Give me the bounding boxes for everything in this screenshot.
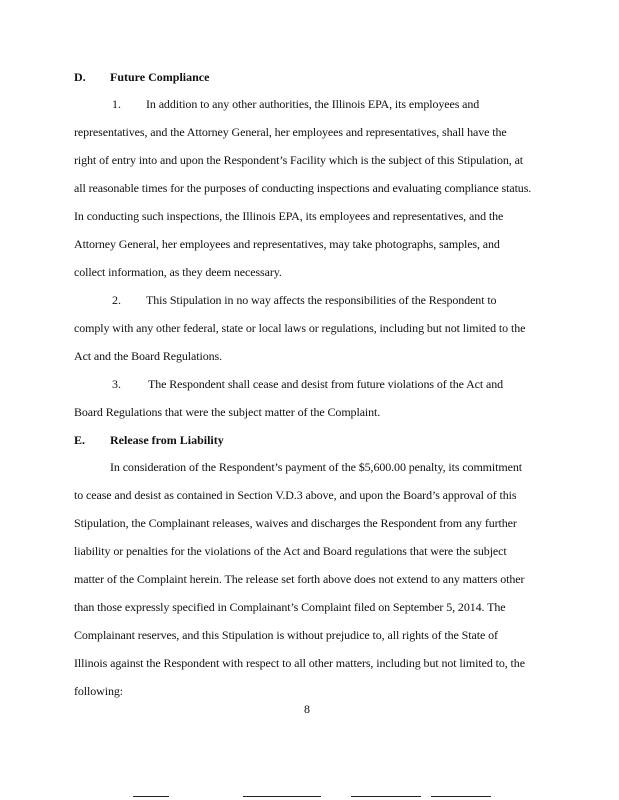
item-1-line: right of entry into and upon the Respondent’s Facility which is the subject of this Stipulation, at [74, 153, 524, 167]
release-line: Complainant reserves, and this Stipulation is without prejudice to, all rights of the State of [74, 628, 498, 642]
item-1-line: all reasonable times for the purposes of conducting inspections and evaluating compliance status. [74, 181, 532, 195]
release-line: liability or penalties for the violations of the Act and Board regulations that were the subject [74, 544, 507, 558]
initial-line [351, 796, 421, 797]
section-e-title: Release from Liability [110, 433, 224, 447]
item-1-line: collect information, as they deem necessary. [74, 265, 282, 279]
section-d-title: Future Compliance [110, 70, 210, 84]
item-1-line: representatives, and the Attorney General, her employees and representatives, shall have the [74, 125, 507, 139]
item-3-number: 3. [112, 377, 121, 391]
item-1-number: 1. [112, 97, 121, 111]
release-line: matter of the Complaint herein. The release set forth above does not extend to any matters other [74, 572, 525, 586]
release-first-line: In consideration of the Respondent’s payment of the $5,600.00 penalty, its commitment [110, 460, 522, 474]
release-line: than those expressly specified in Complainant’s Complaint filed on September 5, 2014. The [74, 600, 506, 614]
item-1-line: In conducting such inspections, the Illinois EPA, its employees and representatives, and the [74, 209, 504, 223]
item-3-first-line: The Respondent shall cease and desist from future violations of the Act and [148, 377, 504, 391]
section-e-letter: E. [74, 433, 86, 447]
item-2-number: 2. [112, 293, 121, 307]
item-2-line: comply with any other federal, state or local laws or regulations, including but not limited to the [74, 321, 526, 335]
section-d-letter: D. [74, 70, 86, 84]
release-line: to cease and desist as contained in Section V.D.3 above, and upon the Board’s approval of this [74, 488, 517, 502]
release-line: Stipulation, the Complainant releases, waives and discharges the Respondent from any further [74, 516, 517, 530]
initial-line [243, 796, 321, 797]
release-line: Illinois against the Respondent with respect to all other matters, including but not limited to, the [74, 656, 525, 670]
item-2-first-line: This Stipulation in no way affects the responsibilities of the Respondent to [146, 293, 497, 307]
release-line: following: [74, 684, 123, 698]
item-2-line: Act and the Board Regulations. [74, 349, 222, 363]
item-3-line: Board Regulations that were the subject matter of the Complaint. [74, 405, 381, 419]
initial-line [133, 796, 169, 797]
item-1-line: Attorney General, her employees and representatives, may take photographs, samples, and [74, 237, 500, 251]
item-1-first-line: In addition to any other authorities, the Illinois EPA, its employees and [146, 97, 480, 111]
initial-line [431, 796, 491, 797]
page-number: 8 [304, 702, 310, 716]
